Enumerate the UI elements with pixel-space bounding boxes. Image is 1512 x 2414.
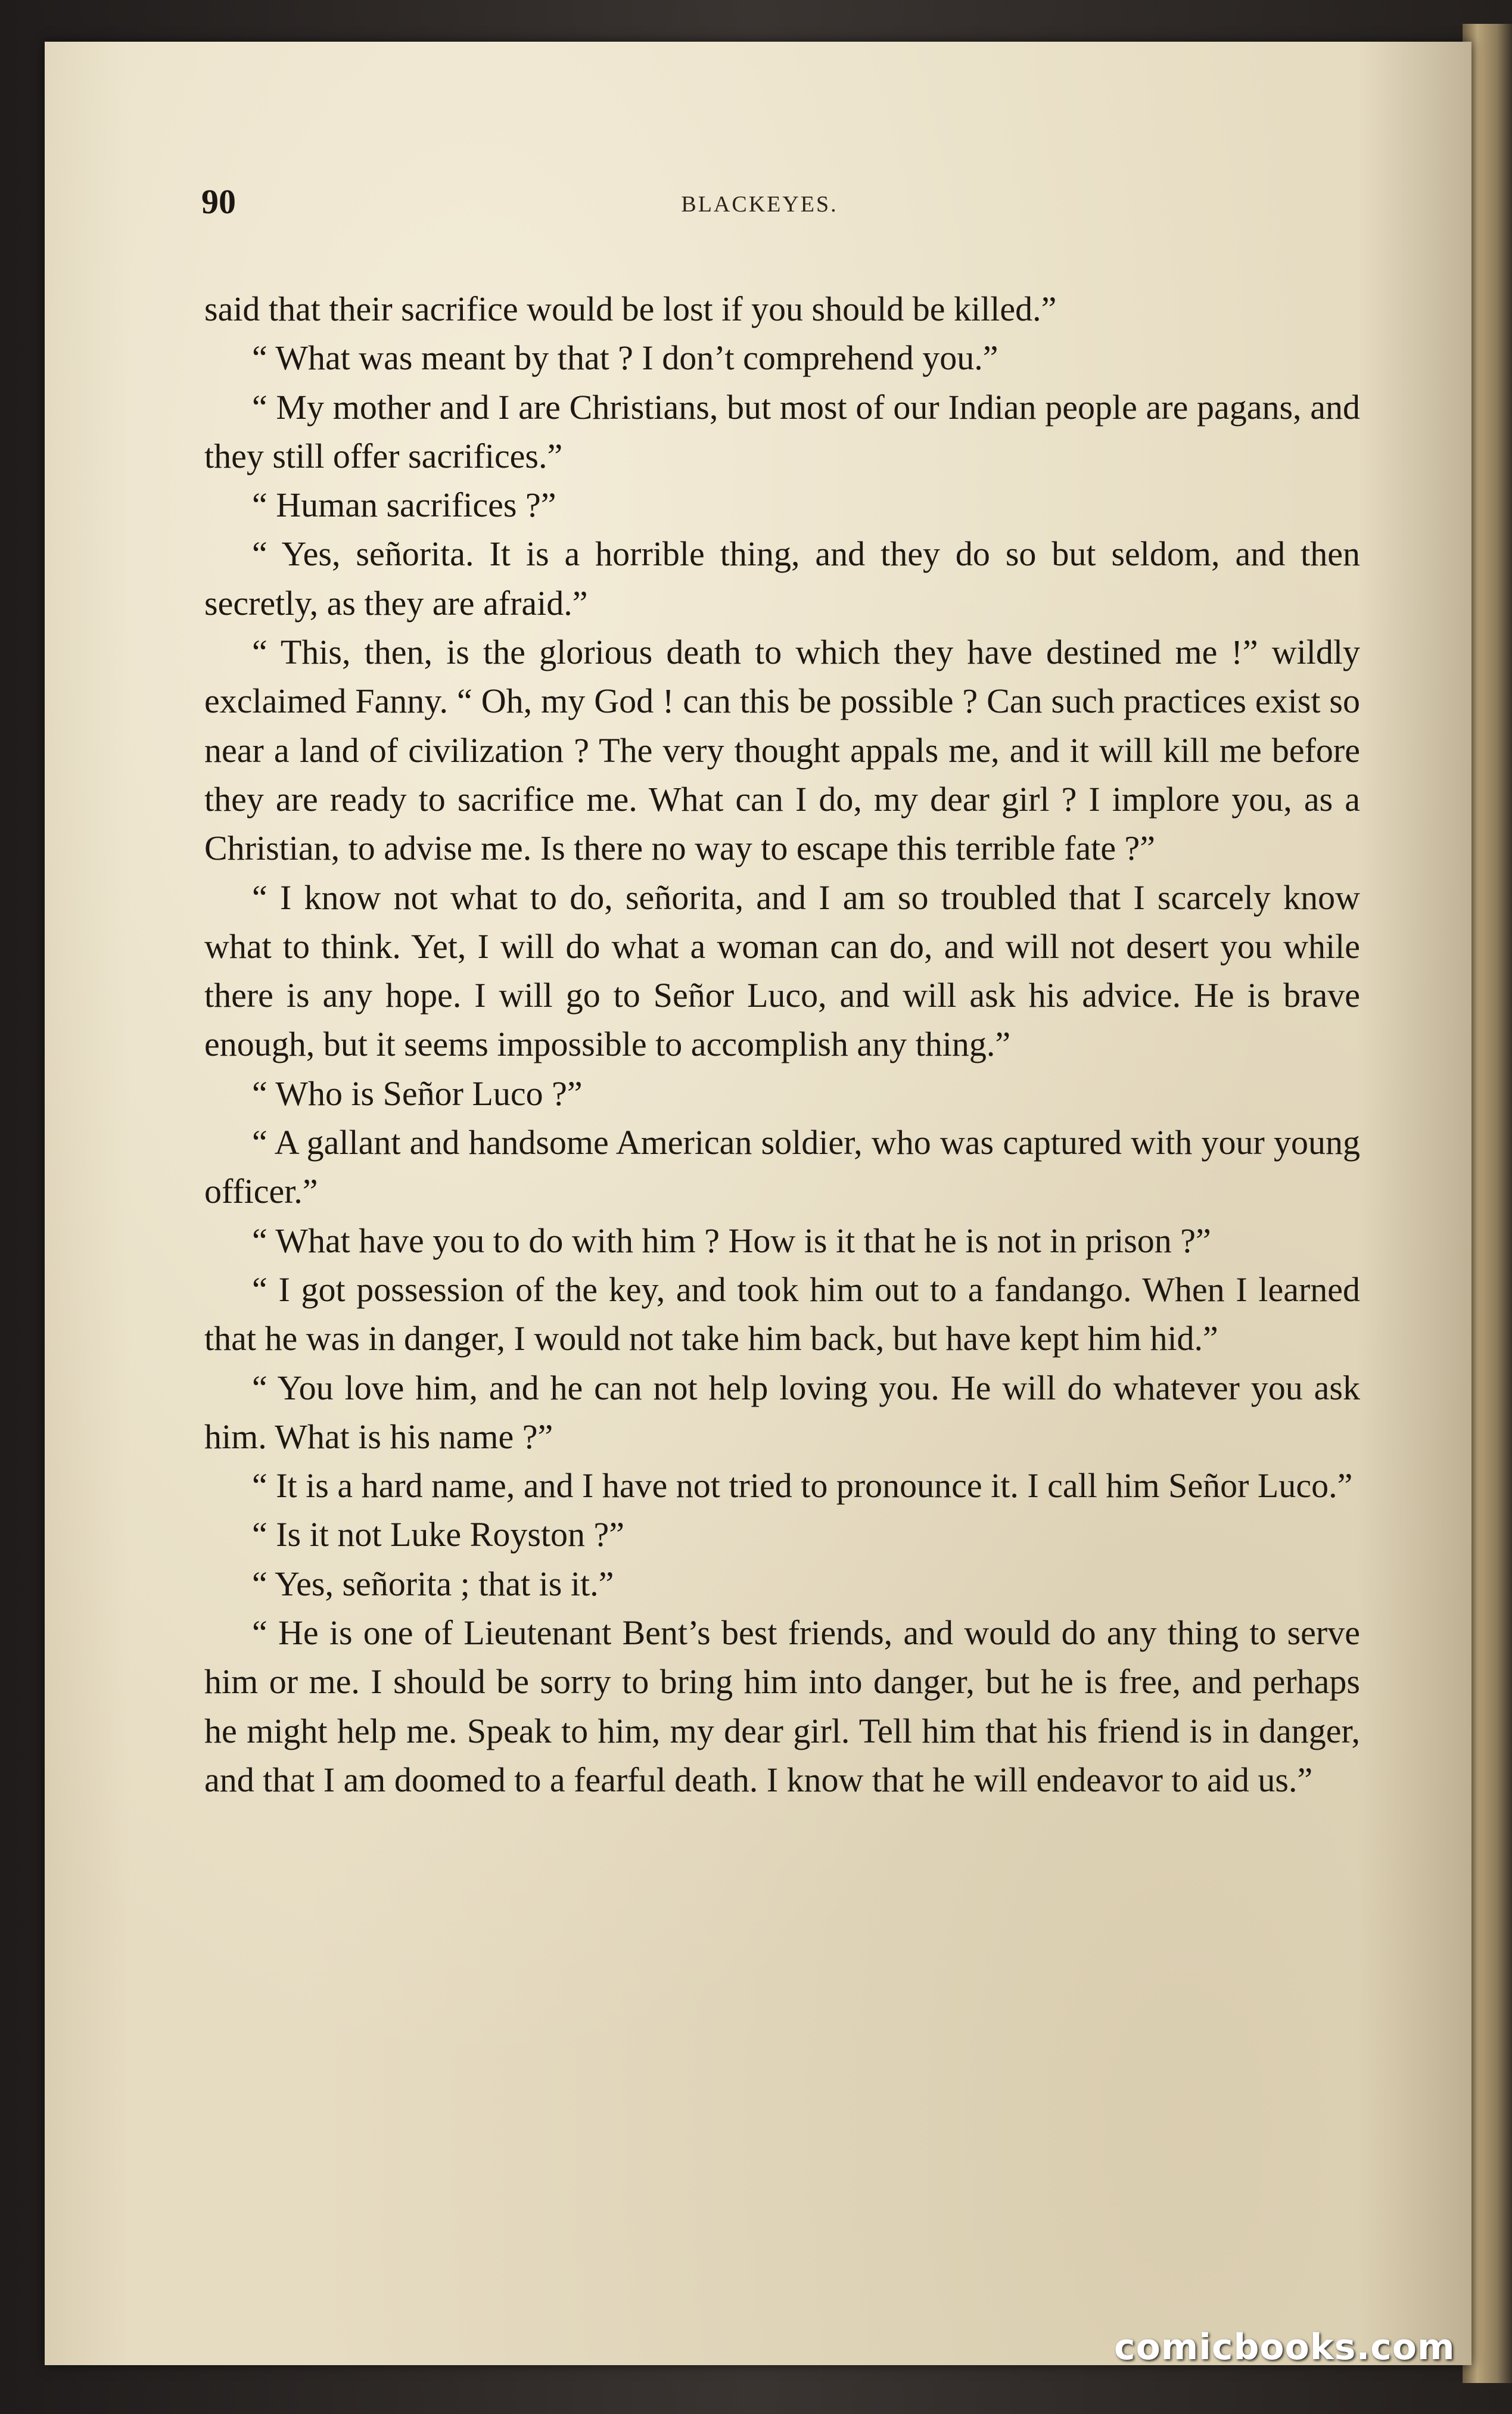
paragraph: “ Yes, señorita. It is a horrible thing, and they do so but seldom, and then secretly, as they are afraid.”: [204, 534, 1360, 623]
running-head: [149, 182, 1370, 247]
paragraph: “ This, then, is the glorious death to which they have destined me !” wildly exclaimed Fanny. “ Oh, my God ! can this be possible ? Can such practices exist so near a land of civilization ? The very thought appals me, and it will kill me before they are ready to sacrifice me. What can I do, my dear girl ? I implore you, as a Christian, to advise me. Is there no way to escape this terrible fate ?”: [204, 633, 1360, 868]
paragraph: “ A gallant and handsome American soldier, who was captured with your young officer.”: [204, 1123, 1360, 1211]
watermark: comicbooks.com: [1114, 2326, 1455, 2368]
paragraph: “ Yes, señorita ; that is it.”: [252, 1564, 614, 1603]
paragraph: “ He is one of Lieutenant Bent’s best friends, and would do any thing to serve him or me. I should be sorry to bring him into danger, but he is free, and perhaps he might help me. Speak to him, my dear girl. Tell him that his friend is in danger, and that I am doomed to a fearful death. I know that he will endeavor to aid us.”: [204, 1613, 1360, 1799]
paragraph: “ You love him, and he can not help loving you. He will do whatever you ask him. What is his name ?”: [204, 1368, 1360, 1456]
paragraph: “ Human sacrifices ?”: [252, 486, 556, 525]
body-text: [204, 285, 1360, 1805]
paragraph: “ What was meant by that ? I don’t comprehend you.”: [252, 338, 998, 378]
paragraph: “ It is a hard name, and I have not tried to pronounce it. I call him Señor Luco.”: [252, 1466, 1353, 1505]
running-title: BLACKEYES.: [681, 192, 838, 217]
paragraph: “ I know not what to do, señorita, and I am so troubled that I scarcely know what to think. Yet, I will do what a woman can do, and will not desert you while there is any hope. I will go to Señor Luco, and will ask his advice. He is brave enough, but it seems impossible to accomplish any thing.”: [204, 878, 1360, 1064]
page-number: 90: [201, 182, 236, 221]
paragraph: “ What have you to do with him ? How is it that he is not in prison ?”: [252, 1221, 1211, 1260]
paragraph: said that their sacrifice would be lost if you should be killed.”: [204, 290, 1057, 328]
paragraph: “ My mother and I are Christians, but most of our Indian people are pagans, and they still offer sacrifices.”: [204, 387, 1360, 475]
paragraph: “ Who is Señor Luco ?”: [252, 1074, 583, 1113]
paragraph: “ I got possession of the key, and took him out to a fandango. When I learned that he was in danger, I would not take him back, but have kept him hid.”: [204, 1270, 1360, 1358]
paragraph: “ Is it not Luke Royston ?”: [252, 1515, 625, 1554]
